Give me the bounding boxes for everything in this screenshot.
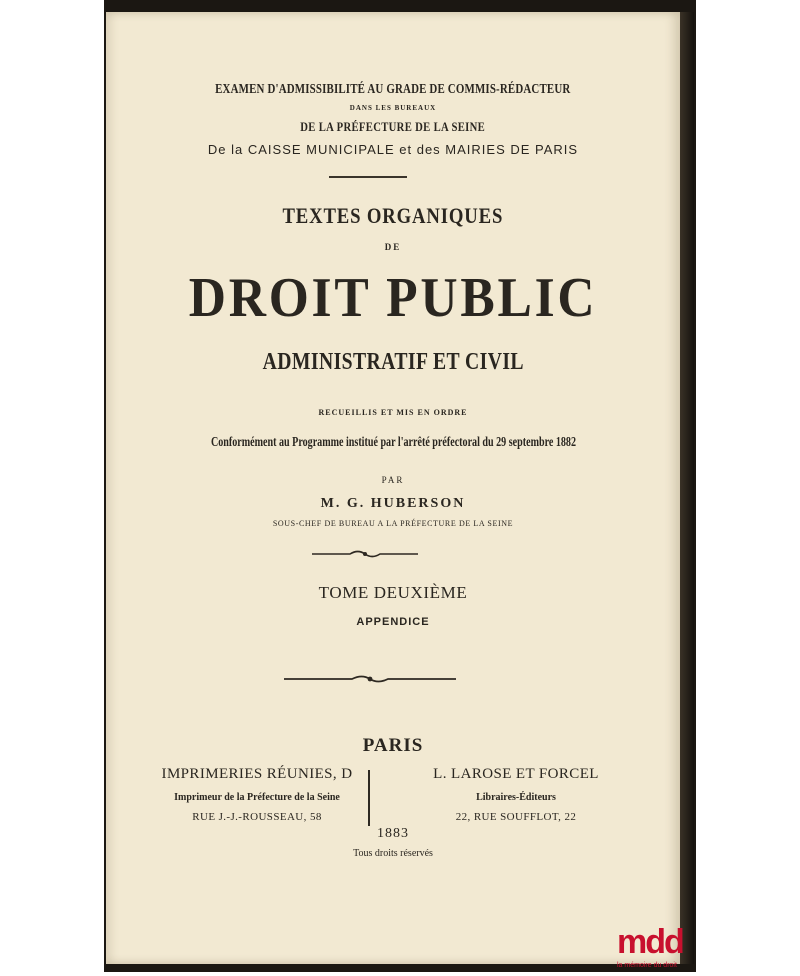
title-line1: TEXTES ORGANIQUES bbox=[282, 203, 504, 228]
printer-block bbox=[146, 766, 368, 823]
title-page bbox=[106, 12, 680, 964]
printer-role: Imprimeur de la Préfecture de la Seine bbox=[174, 792, 340, 803]
tome-line: TOME DEUXIÈME bbox=[318, 583, 468, 602]
recueillis-line: RECUEILLIS ET MIS EN ORDRE bbox=[318, 408, 468, 417]
subtitle: ADMINISTRATIF ET CIVIL bbox=[262, 349, 524, 375]
prefecture-line: DE LA PRÉFECTURE DE LA SEINE bbox=[300, 119, 486, 134]
dans-line: DANS LES BUREAUX bbox=[349, 104, 437, 112]
printer-address: RUE J.-J.-ROUSSEAU, 58 bbox=[192, 811, 322, 823]
book-spine bbox=[680, 12, 694, 964]
short-rule bbox=[329, 176, 407, 178]
conformement-line: Conformément au Programme institué par l'arrêté préfectoral du 29 septembre 1882 bbox=[210, 435, 576, 450]
column-divider bbox=[368, 770, 370, 826]
rights-line: Tous droits réservés bbox=[353, 848, 433, 859]
publisher-name: L. LAROSE ET FORCEL bbox=[433, 766, 599, 782]
title-de: DE bbox=[384, 242, 402, 252]
caisse-line: De la CAISSE MUNICIPALE et des MAIRIES DE PARIS bbox=[207, 142, 579, 157]
main-title: DROIT PUBLIC bbox=[188, 267, 598, 329]
author-title: SOUS-CHEF DE BUREAU A LA PRÉFECTURE DE LA SEINE bbox=[272, 519, 514, 528]
publisher-role: Libraires-Éditeurs bbox=[476, 792, 556, 803]
exam-line: EXAMEN D'ADMISSIBILITÉ AU GRADE DE COMMIS-RÉDACTEUR bbox=[215, 82, 571, 97]
publisher-block bbox=[406, 766, 626, 823]
par-line: PAR bbox=[381, 475, 405, 485]
publisher-address: 22, RUE SOUFFLOT, 22 bbox=[455, 811, 577, 823]
appendice-line: APPENDICE bbox=[356, 616, 430, 628]
publication-year: 1883 bbox=[377, 826, 409, 841]
ornament-divider-bottom bbox=[282, 671, 458, 687]
printer-name: IMPRIMERIES RÉUNIES, D bbox=[161, 766, 353, 782]
logo-subtitle: la mémoire du droit bbox=[617, 962, 677, 969]
mdd-logo bbox=[617, 924, 699, 976]
logo-text: mdd bbox=[617, 923, 683, 961]
city-line: PARIS bbox=[362, 735, 424, 756]
author-name: M. G. HUBERSON bbox=[320, 496, 466, 511]
ornament-divider-top bbox=[310, 546, 420, 562]
